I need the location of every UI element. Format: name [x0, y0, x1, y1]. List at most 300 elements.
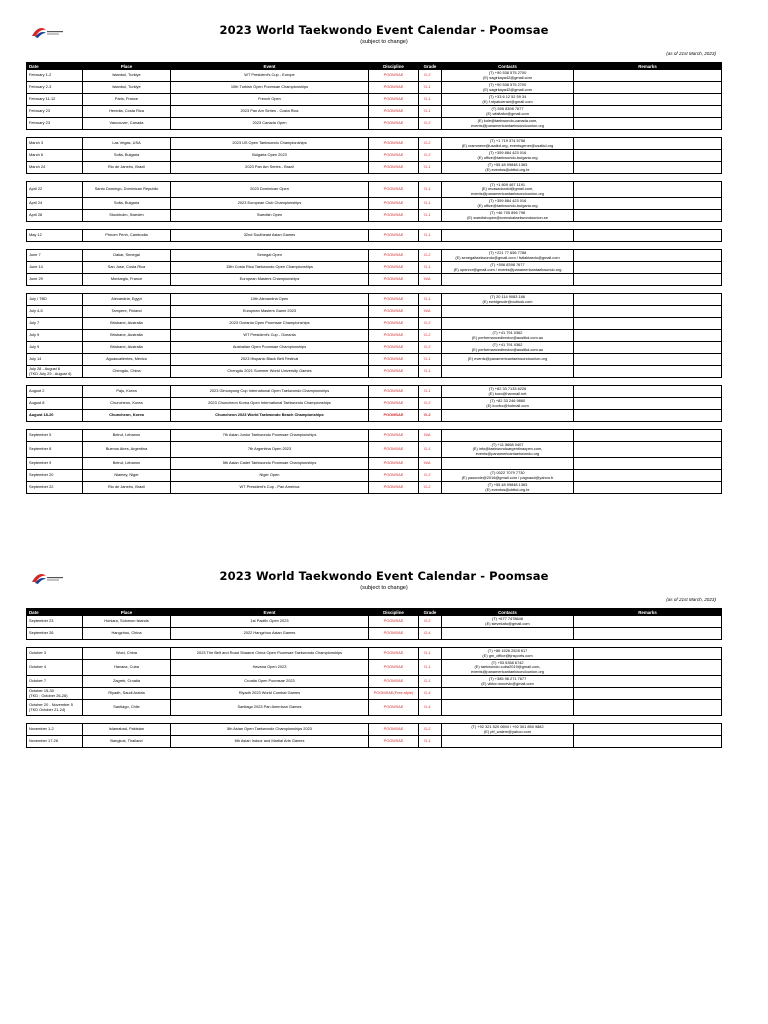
event-contacts: [442, 616, 574, 628]
event-discipline: POOMSAE: [369, 330, 419, 342]
event-name: 2022 Hangzhou Asian Games: [171, 628, 369, 640]
column-header-event: Event: [171, 63, 369, 70]
event-name: 32nd Southeast Asian Games: [171, 230, 369, 242]
event-remarks: [574, 688, 722, 700]
event-contacts: [442, 628, 574, 640]
page-subtitle: (subject to change): [360, 39, 408, 45]
contact-line: (T) +82 33 246 9860: [489, 398, 526, 404]
event-date: February 23: [27, 118, 83, 130]
event-date: September 20: [27, 470, 83, 482]
table-header-row: [27, 609, 722, 616]
separator-cell: [442, 174, 574, 182]
event-contacts: [442, 700, 574, 716]
event-remarks: [574, 482, 722, 494]
event-grade: G-2: [419, 482, 442, 494]
event-grade: G-1: [419, 366, 442, 378]
event-place: Las Vegas, USA: [83, 138, 171, 150]
event-place: Phnom Penh, Cambodia: [83, 230, 171, 242]
separator-cell: [442, 130, 574, 138]
event-discipline: POOMSAE: [369, 676, 419, 688]
event-row: [27, 342, 722, 354]
event-discipline: POOMSAE: [369, 70, 419, 82]
event-place: Tampere, Finland: [83, 306, 171, 318]
event-row: [27, 262, 722, 274]
contact-line: (T) +90 538 575 2700: [488, 70, 527, 76]
separator-cell: [27, 242, 83, 250]
contact-line: (T) +92 321 520 0694 / +92 301 850 9882: [471, 724, 544, 730]
contact-line: (E) kole@taekwondo-canada.com,: [477, 118, 538, 124]
contact-line: (E) taekwondo.cuba2019@gmail.com,: [474, 664, 541, 670]
event-row: [27, 398, 722, 410]
event-place: Rio de Janeiro, Brazil: [83, 162, 171, 174]
event-discipline: POOMSAE: [369, 250, 419, 262]
month-separator: [27, 640, 722, 648]
event-grade: G-1: [419, 294, 442, 306]
month-separator: [27, 222, 722, 230]
event-name: 2023 The Belt and Road Shaanxi China Open Poomsae Taekwondo Championships: [171, 648, 369, 660]
event-date: October 15-30 (TKD : October 26-28): [27, 688, 83, 700]
contact-line: (T) +53 5358 6742: [491, 660, 524, 666]
event-contacts: [442, 470, 574, 482]
event-row: [27, 430, 722, 442]
column-header-grade: Grade: [419, 63, 442, 70]
event-discipline: POOMSAE: [369, 262, 419, 274]
event-discipline: POOMSAE: [369, 410, 419, 422]
event-remarks: [574, 410, 722, 422]
event-contacts: [442, 736, 574, 748]
event-name: 5th Asian Cadet Taekwondo Poomsae Championships: [171, 458, 369, 470]
event-discipline: POOMSAE: [369, 366, 419, 378]
contact-line: (E) yaounde@2016@gmail.com / pagnaud@yahoo.fr: [461, 474, 554, 480]
event-name: WT President's Cup - Pan America: [171, 482, 369, 494]
event-place: Buenos Aires, Argentina: [83, 442, 171, 458]
contact-line: (T) +221 77 656 7788: [488, 250, 527, 256]
column-header-contacts: Contacts: [442, 63, 574, 70]
column-header-remarks: Remarks: [574, 63, 722, 70]
contact-line: (T) +1 809 467 1191: [489, 182, 526, 188]
column-header-remarks: Remarks: [574, 609, 722, 616]
event-remarks: [574, 660, 722, 676]
event-remarks: [574, 138, 722, 150]
event-contacts: [442, 354, 574, 366]
contact-line: (E) senegaltaekwondo@gmail.com / fsttaktaedo@gmail.com: [455, 254, 560, 260]
event-grade: G-2: [419, 342, 442, 354]
event-date: June 7: [27, 250, 83, 262]
event-name: 2023 European Club Championships: [171, 198, 369, 210]
contact-line: events@panamericantaekwondo.org: [475, 450, 540, 456]
contact-line: (T) 0022 7079 7730: [490, 470, 525, 476]
event-place: Chuncheon, Korea: [83, 410, 171, 422]
event-date: September 9: [27, 458, 83, 470]
event-place: Riyadh, Saudi Arabia: [83, 688, 171, 700]
separator-cell: [442, 286, 574, 294]
contact-line: events@panamericantaekwondounion.org: [471, 122, 544, 128]
contact-line: (T) +82 33 7133 6226: [488, 386, 527, 392]
separator-cell: [574, 378, 722, 386]
separator-cell: [27, 286, 83, 294]
event-discipline: POOMSAE: [369, 700, 419, 716]
event-grade: G-1: [419, 162, 442, 174]
event-place: Paris, France: [83, 94, 171, 106]
event-remarks: [574, 70, 722, 82]
event-grade: G-1: [419, 82, 442, 94]
event-discipline: POOMSAE: [369, 182, 419, 198]
event-name: 6th Asian Indoor and Martial Arts Games: [171, 736, 369, 748]
event-name: European Masters Game 2023: [171, 306, 369, 318]
event-row: [27, 118, 722, 130]
table-header-row: [27, 63, 722, 70]
separator-cell: [574, 222, 722, 230]
event-remarks: [574, 398, 722, 410]
event-place: Chuncheon, Korea: [83, 398, 171, 410]
event-remarks: [574, 250, 722, 262]
contact-line: (E) info@taekwondoargentinaopen.com,: [472, 446, 543, 452]
contact-line: (T) +86 1526 2528 617: [487, 648, 528, 654]
event-discipline: POOMSAE: [369, 138, 419, 150]
separator-cell: [27, 130, 83, 138]
event-name: 1st Pacific Open 2023: [171, 616, 369, 628]
event-discipline: POOMSAE: [369, 430, 419, 442]
contact-line: (E) sagirkaya42@gmail.com: [483, 86, 532, 92]
event-remarks: [574, 198, 722, 210]
event-name: Chengdu 2021 Summer World University Games: [171, 366, 369, 378]
contact-line: (T) +33 6 12 52 59 34: [488, 94, 527, 100]
event-name: 10th Turkish Open Poomsae Championships: [171, 82, 369, 94]
event-row: [27, 306, 722, 318]
event-grade: G-2: [419, 138, 442, 150]
event-discipline: POOMSAE: [369, 94, 419, 106]
event-remarks: [574, 628, 722, 640]
contact-line: (T) +385 98 271 7677: [488, 676, 527, 682]
event-date: September 26: [27, 628, 83, 640]
event-place: Havana, Cuba: [83, 660, 171, 676]
event-remarks: [574, 676, 722, 688]
contact-line: (T) +677 7478646: [491, 616, 524, 622]
event-contacts: [442, 430, 574, 442]
event-name: European Masters Championships: [171, 274, 369, 286]
event-grade: G-1: [419, 660, 442, 676]
event-remarks: [574, 342, 722, 354]
event-contacts: [442, 198, 574, 210]
separator-cell: [171, 378, 369, 386]
event-contacts: [442, 458, 574, 470]
event-place: Dakar, Senegal: [83, 250, 171, 262]
contact-line: (T) +90 538 575 2700: [488, 82, 527, 88]
event-grade: G-4: [419, 700, 442, 716]
event-grade: G-1: [419, 94, 442, 106]
event-contacts: [442, 262, 574, 274]
event-date: February 2-3: [27, 82, 83, 94]
contact-line: (T) +11 5668 0407: [491, 442, 524, 448]
event-discipline: POOMSAE: [369, 162, 419, 174]
event-row: [27, 442, 722, 458]
contact-line: (T) +46 705 896 798: [489, 210, 526, 216]
event-place: Sofia, Bulgaria: [83, 150, 171, 162]
event-name: 7th Argentina Open 2023: [171, 442, 369, 458]
event-grade: G-2: [419, 250, 442, 262]
separator-cell: [369, 422, 419, 430]
event-date: July / TBD: [27, 294, 83, 306]
event-place: Wuxi, China: [83, 648, 171, 660]
event-place: Chengdu, China: [83, 366, 171, 378]
separator-cell: [442, 242, 574, 250]
separator-cell: [83, 640, 171, 648]
event-remarks: [574, 330, 722, 342]
contact-line: (T) +359 884 423 016: [488, 198, 527, 204]
contact-line: (E) crammere@usatkd.org, eventsgener@usatkd.org: [461, 142, 554, 148]
event-grade: N/A: [419, 274, 442, 286]
event-row: [27, 354, 722, 366]
contact-line: (T) +506 8398 7677: [490, 262, 525, 268]
separator-cell: [171, 222, 369, 230]
event-name: Croatia Open Poomsae 2023: [171, 676, 369, 688]
column-header-date: Date: [27, 609, 83, 616]
event-name: 2023 Oceania Open Poomsae Championships: [171, 318, 369, 330]
event-place: Beirut, Lebanon: [83, 430, 171, 442]
event-discipline: POOMSAE: [369, 470, 419, 482]
event-name: Havana Open 2023: [171, 660, 369, 676]
separator-cell: [27, 222, 83, 230]
separator-cell: [574, 174, 722, 182]
separator-cell: [171, 130, 369, 138]
contact-line: (T) +55 48 99848 1363: [487, 482, 528, 488]
event-discipline: POOMSAE: [369, 648, 419, 660]
event-grade: G-1: [419, 648, 442, 660]
separator-cell: [369, 286, 419, 294]
event-remarks: [574, 274, 722, 286]
event-date: August 2: [27, 386, 83, 398]
contact-line: (E) office@taekwondo-bulgaria.org: [477, 154, 538, 160]
separator-cell: [369, 378, 419, 386]
event-remarks: [574, 430, 722, 442]
event-contacts: [442, 648, 574, 660]
separator-cell: [83, 378, 171, 386]
event-place: Hangzhou, China: [83, 628, 171, 640]
event-remarks: [574, 118, 722, 130]
event-grade: G-4: [419, 628, 442, 640]
event-place: Vancouver, Canada: [83, 118, 171, 130]
event-grade: G-2: [419, 724, 442, 736]
column-header-place: Place: [83, 63, 171, 70]
event-row: [27, 470, 722, 482]
event-contacts: [442, 250, 574, 262]
separator-cell: [419, 130, 442, 138]
event-contacts: [442, 94, 574, 106]
event-grade: G-1: [419, 442, 442, 458]
event-grade: G-2: [419, 410, 442, 422]
separator-cell: [419, 378, 442, 386]
event-discipline: POOMSAE: [369, 442, 419, 458]
separator-cell: [419, 422, 442, 430]
month-separator: [27, 242, 722, 250]
contact-line: (E) wfaltafor@gmail.com: [486, 110, 529, 116]
event-remarks: [574, 162, 722, 174]
contact-line: (E) f.ntyakoerani@gmail.com: [482, 98, 533, 104]
event-grade: G-1: [419, 182, 442, 198]
event-name: Santiago 2023 Pan American Games: [171, 700, 369, 716]
event-row: [27, 410, 722, 422]
separator-cell: [171, 174, 369, 182]
event-place: Sofia, Bulgaria: [83, 198, 171, 210]
event-remarks: [574, 354, 722, 366]
column-header-date: Date: [27, 63, 83, 70]
event-place: Bangkok, Thailand: [83, 736, 171, 748]
event-place: Niamey, Niger: [83, 470, 171, 482]
event-remarks: [574, 442, 722, 458]
event-discipline: POOMSAE: [369, 724, 419, 736]
event-grade: G-2: [419, 398, 442, 410]
event-remarks: [574, 700, 722, 716]
event-contacts: [442, 306, 574, 318]
as-of-date: (as of 21st March, 2023): [666, 597, 716, 602]
separator-cell: [27, 378, 83, 386]
event-place: Stockholm, Sweden: [83, 210, 171, 222]
separator-cell: [369, 174, 419, 182]
event-place: Brisbane, Australia: [83, 342, 171, 354]
event-discipline: POOMSAE: [369, 274, 419, 286]
column-header-event: Event: [171, 609, 369, 616]
separator-cell: [83, 716, 171, 724]
event-date: July 9: [27, 330, 83, 342]
event-contacts: [442, 150, 574, 162]
event-place: Aguascalientes, Mexico: [83, 354, 171, 366]
event-remarks: [574, 230, 722, 242]
event-date: February 11-12: [27, 94, 83, 106]
event-row: [27, 198, 722, 210]
event-name: 2023 Hispanic Black Belt Festival: [171, 354, 369, 366]
event-contacts: [442, 138, 574, 150]
event-contacts: [442, 410, 574, 422]
month-separator: [27, 422, 722, 430]
event-row: [27, 230, 722, 242]
event-row: [27, 250, 722, 262]
event-discipline: POOMSAE(Free-style): [369, 688, 419, 700]
event-discipline: POOMSAE: [369, 106, 419, 118]
event-name: 15th Costa Rica Taekwondo Open Championships: [171, 262, 369, 274]
contact-line: (E) events@panamericantaekwondounion.org: [467, 356, 548, 362]
month-separator: [27, 130, 722, 138]
event-name: French Open: [171, 94, 369, 106]
event-date: July 7: [27, 318, 83, 330]
event-name: 2023 Dominican Open: [171, 182, 369, 198]
event-date: March 24: [27, 162, 83, 174]
event-contacts: [442, 660, 574, 676]
contact-line: (E) swedishopen@svenskataekwondounion.se: [467, 214, 548, 220]
event-row: [27, 182, 722, 198]
event-discipline: POOMSAE: [369, 118, 419, 130]
separator-cell: [171, 242, 369, 250]
event-discipline: POOMSAE: [369, 398, 419, 410]
separator-cell: [27, 174, 83, 182]
event-place: Heredia, Costa Rica: [83, 106, 171, 118]
event-row: [27, 628, 722, 640]
event-name: 2023 Pan Am Series - Brazil: [171, 162, 369, 174]
event-grade: G-2: [419, 470, 442, 482]
separator-cell: [83, 286, 171, 294]
event-discipline: POOMSAE: [369, 306, 419, 318]
separator-cell: [574, 716, 722, 724]
event-row: [27, 210, 722, 222]
page-title: 2023 World Taekwondo Event Calendar - Poomsae: [219, 569, 549, 583]
event-date: March 3: [27, 138, 83, 150]
event-contacts: [442, 482, 574, 494]
event-date: February 23: [27, 106, 83, 118]
event-discipline: POOMSAE: [369, 482, 419, 494]
event-name: 2023 Canada Open: [171, 118, 369, 130]
event-date: September 22: [27, 482, 83, 494]
event-row: [27, 150, 722, 162]
separator-cell: [369, 130, 419, 138]
separator-cell: [171, 640, 369, 648]
event-row: [27, 138, 722, 150]
event-place: Rio de Janeiro, Brazil: [83, 482, 171, 494]
event-row: [27, 70, 722, 82]
month-separator: [27, 378, 722, 386]
event-row: [27, 660, 722, 676]
event-grade: G-1: [419, 230, 442, 242]
event-grade: G-1: [419, 210, 442, 222]
contact-line: (E) sagirkaya42@gmail.com: [483, 74, 532, 80]
contact-line: (T) +55 48 99848 1363: [487, 162, 528, 168]
event-grade: G-4: [419, 688, 442, 700]
column-header-discipline: Discipline: [369, 609, 419, 616]
event-date: July 14: [27, 354, 83, 366]
event-remarks: [574, 94, 722, 106]
event-contacts: [442, 330, 574, 342]
separator-cell: [574, 286, 722, 294]
event-place: Beirut, Lebanon: [83, 458, 171, 470]
event-contacts: [442, 82, 574, 94]
event-grade: N/A: [419, 430, 442, 442]
event-contacts: [442, 366, 574, 378]
event-place: Brisbane, Australia: [83, 330, 171, 342]
page-subtitle: (subject to change): [360, 585, 408, 591]
event-grade: G-1: [419, 198, 442, 210]
event-remarks: [574, 366, 722, 378]
event-row: [27, 318, 722, 330]
contact-line: (T) 506 8398 7677: [491, 106, 524, 112]
contact-line: (E) viktor.roncevic@gmail.com: [481, 680, 534, 686]
event-remarks: [574, 306, 722, 318]
event-name: Bulgaria Open 2023: [171, 150, 369, 162]
event-grade: G-1: [419, 676, 442, 688]
event-grade: G-1: [419, 386, 442, 398]
contact-line: (E) slevekafu@gmail.com: [485, 620, 530, 626]
event-remarks: [574, 318, 722, 330]
as-of-date: (as of 21st March, 2023): [666, 51, 716, 56]
separator-cell: [419, 286, 442, 294]
separator-cell: [442, 222, 574, 230]
contact-line: (E) ewidgeude@outlook.com: [482, 298, 533, 304]
event-date: October 20 - November 5 (TKD October 21-24): [27, 700, 83, 716]
separator-cell: [369, 640, 419, 648]
event-date: August 8: [27, 398, 83, 410]
event-row: [27, 648, 722, 660]
event-discipline: POOMSAE: [369, 294, 419, 306]
event-contacts: [442, 230, 574, 242]
event-row: [27, 616, 722, 628]
separator-cell: [419, 716, 442, 724]
event-remarks: [574, 210, 722, 222]
separator-cell: [171, 716, 369, 724]
event-date: October 7: [27, 676, 83, 688]
event-discipline: POOMSAE: [369, 736, 419, 748]
event-date: August 18-20: [27, 410, 83, 422]
month-separator: [27, 286, 722, 294]
event-contacts: [442, 210, 574, 222]
event-remarks: [574, 616, 722, 628]
event-date: July 4-5: [27, 306, 83, 318]
